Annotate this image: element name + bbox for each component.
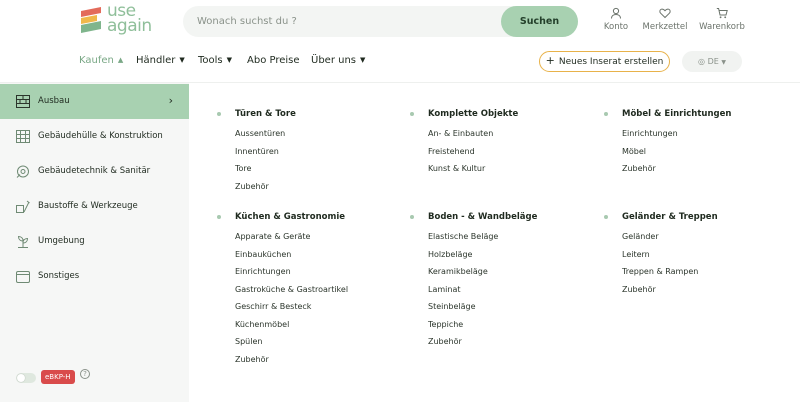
sidebar-item-umgebung[interactable]: [0, 224, 189, 259]
cart-icon: [716, 7, 728, 19]
menu-link[interactable]: Einrichtungen: [622, 129, 678, 138]
menu-link[interactable]: Geländer: [622, 232, 659, 241]
sidebar-item-gebaeudehuelle[interactable]: [0, 119, 189, 154]
nav-haendler[interactable]: Händler ▼: [136, 55, 185, 66]
chevron-up-icon: ▲: [117, 56, 124, 64]
language-label: DE: [707, 57, 719, 66]
chevron-down-icon: ▼: [179, 56, 185, 64]
nav-abo-preise[interactable]: Abo Preise: [247, 55, 300, 66]
menu-link[interactable]: Teppiche: [428, 319, 464, 329]
menu-group-title[interactable]: Komplette Objekte: [428, 109, 519, 119]
sidebar-item-label: Gebäudetechnik & Sanitär: [38, 166, 151, 176]
heart-icon: [659, 7, 671, 19]
language-select[interactable]: [682, 51, 742, 72]
konto-link[interactable]: [601, 7, 631, 32]
menu-link[interactable]: Treppen & Rampen: [622, 267, 699, 276]
menu-link[interactable]: Küchenmöbel: [235, 319, 290, 329]
ebkp-badge: eBKP-H: [41, 370, 75, 384]
menu-link[interactable]: Geschirr & Besteck: [235, 302, 312, 311]
menu-group-gelaender: [622, 212, 718, 294]
menu-group-title[interactable]: Türen & Tore: [235, 109, 296, 119]
search-button[interactable]: Suchen: [501, 6, 578, 37]
logo-text: use again: [107, 1, 152, 36]
sidebar-item-label: Baustoffe & Werkzeuge: [38, 201, 138, 211]
menu-link[interactable]: Zubehör: [235, 354, 269, 364]
box-icon: [16, 270, 30, 283]
neues-inserat-label: Neues Inserat erstellen: [558, 57, 664, 67]
warenkorb-link[interactable]: [699, 7, 745, 32]
menu-link[interactable]: Apparate & Geräte: [235, 232, 311, 241]
menu-link[interactable]: Einrichtungen: [235, 267, 291, 276]
nav-ueber-uns[interactable]: Über uns ▼: [311, 55, 366, 66]
menu-link[interactable]: An- & Einbauten: [428, 129, 494, 138]
menu-link[interactable]: Spülen: [235, 337, 263, 346]
chevron-down-icon: ▼: [360, 56, 366, 64]
merkzettel-link[interactable]: [642, 7, 688, 32]
search-input[interactable]: [197, 13, 497, 30]
menu-link[interactable]: Elastische Beläge: [428, 232, 499, 241]
menu-group-komplette-objekte: [428, 109, 518, 173]
technik-icon: [16, 165, 30, 178]
ebkp-toggle[interactable]: [16, 373, 36, 383]
help-icon[interactable]: ?: [80, 369, 90, 379]
sidebar-item-label: Sonstiges: [38, 271, 80, 281]
menu-group-moebel: [622, 109, 731, 173]
menu-link[interactable]: Zubehör: [235, 181, 269, 191]
menu-group-kuechen: [235, 212, 348, 364]
category-sidebar: [0, 83, 189, 402]
menu-link[interactable]: Zubehör: [428, 337, 462, 346]
menu-link[interactable]: Zubehör: [622, 284, 656, 294]
menu-link[interactable]: Steinbeläge: [428, 302, 476, 311]
menu-link[interactable]: Gastroküche & Gastroartikel: [235, 284, 349, 294]
menu-group-title[interactable]: Geländer & Treppen: [622, 212, 718, 222]
logo-mark-icon: [79, 7, 103, 33]
chevron-right-icon: ›: [168, 94, 173, 107]
menu-link[interactable]: Leitern: [622, 249, 650, 259]
globe-icon: ◎: [698, 57, 706, 66]
ausbau-icon: [16, 95, 30, 108]
menu-group-title[interactable]: Küchen & Gastronomie: [235, 212, 348, 222]
merkzettel-label: Merkzettel: [642, 22, 688, 32]
menu-link[interactable]: Möbel: [622, 146, 647, 156]
menu-link[interactable]: Laminat: [428, 284, 461, 294]
menu-group-tueren: [235, 109, 296, 191]
menu-link[interactable]: Einbauküchen: [235, 249, 292, 259]
nav-tools[interactable]: Tools ▼: [198, 55, 233, 66]
neues-inserat-button[interactable]: [539, 51, 670, 72]
konto-label: Konto: [603, 22, 629, 32]
sidebar-item-baustoffe[interactable]: [0, 189, 189, 224]
warenkorb-label: Warenkorb: [699, 22, 745, 32]
menu-group-title[interactable]: Möbel & Einrichtungen: [622, 109, 732, 119]
sidebar-item-gebaeudetechnik[interactable]: [0, 154, 189, 189]
nav-kaufen[interactable]: Kaufen ▲: [79, 55, 124, 66]
menu-link[interactable]: Zubehör: [622, 164, 656, 173]
menu-group-boden: [428, 212, 537, 346]
menu-link[interactable]: Innentüren: [235, 146, 279, 156]
chevron-down-icon: ▼: [226, 56, 233, 64]
menu-link[interactable]: Kunst & Kultur: [428, 164, 486, 173]
sidebar-item-label: Umgebung: [38, 236, 85, 246]
menu-link[interactable]: Holzbeläge: [428, 249, 473, 259]
user-icon: [610, 7, 622, 19]
building-icon: [16, 130, 30, 143]
sidebar-item-label: Gebäudehülle & Konstruktion: [38, 131, 163, 141]
menu-link[interactable]: Tore: [235, 164, 252, 173]
logo[interactable]: [79, 1, 161, 38]
tools-icon: [16, 200, 30, 213]
menu-group-title[interactable]: Boden - & Wandbeläge: [428, 212, 538, 222]
menu-link[interactable]: Keramikbeläge: [428, 267, 488, 276]
plant-icon: [16, 235, 30, 248]
plus-icon: +: [545, 54, 555, 67]
menu-link[interactable]: Aussentüren: [235, 129, 286, 138]
sidebar-item-sonstiges[interactable]: [0, 259, 189, 294]
sidebar-item-ausbau[interactable]: [0, 84, 189, 119]
chevron-down-icon: ▼: [721, 59, 726, 66]
menu-link[interactable]: Freistehend: [428, 146, 475, 156]
sidebar-item-label: Ausbau: [38, 96, 70, 106]
search-bar: [183, 6, 578, 37]
